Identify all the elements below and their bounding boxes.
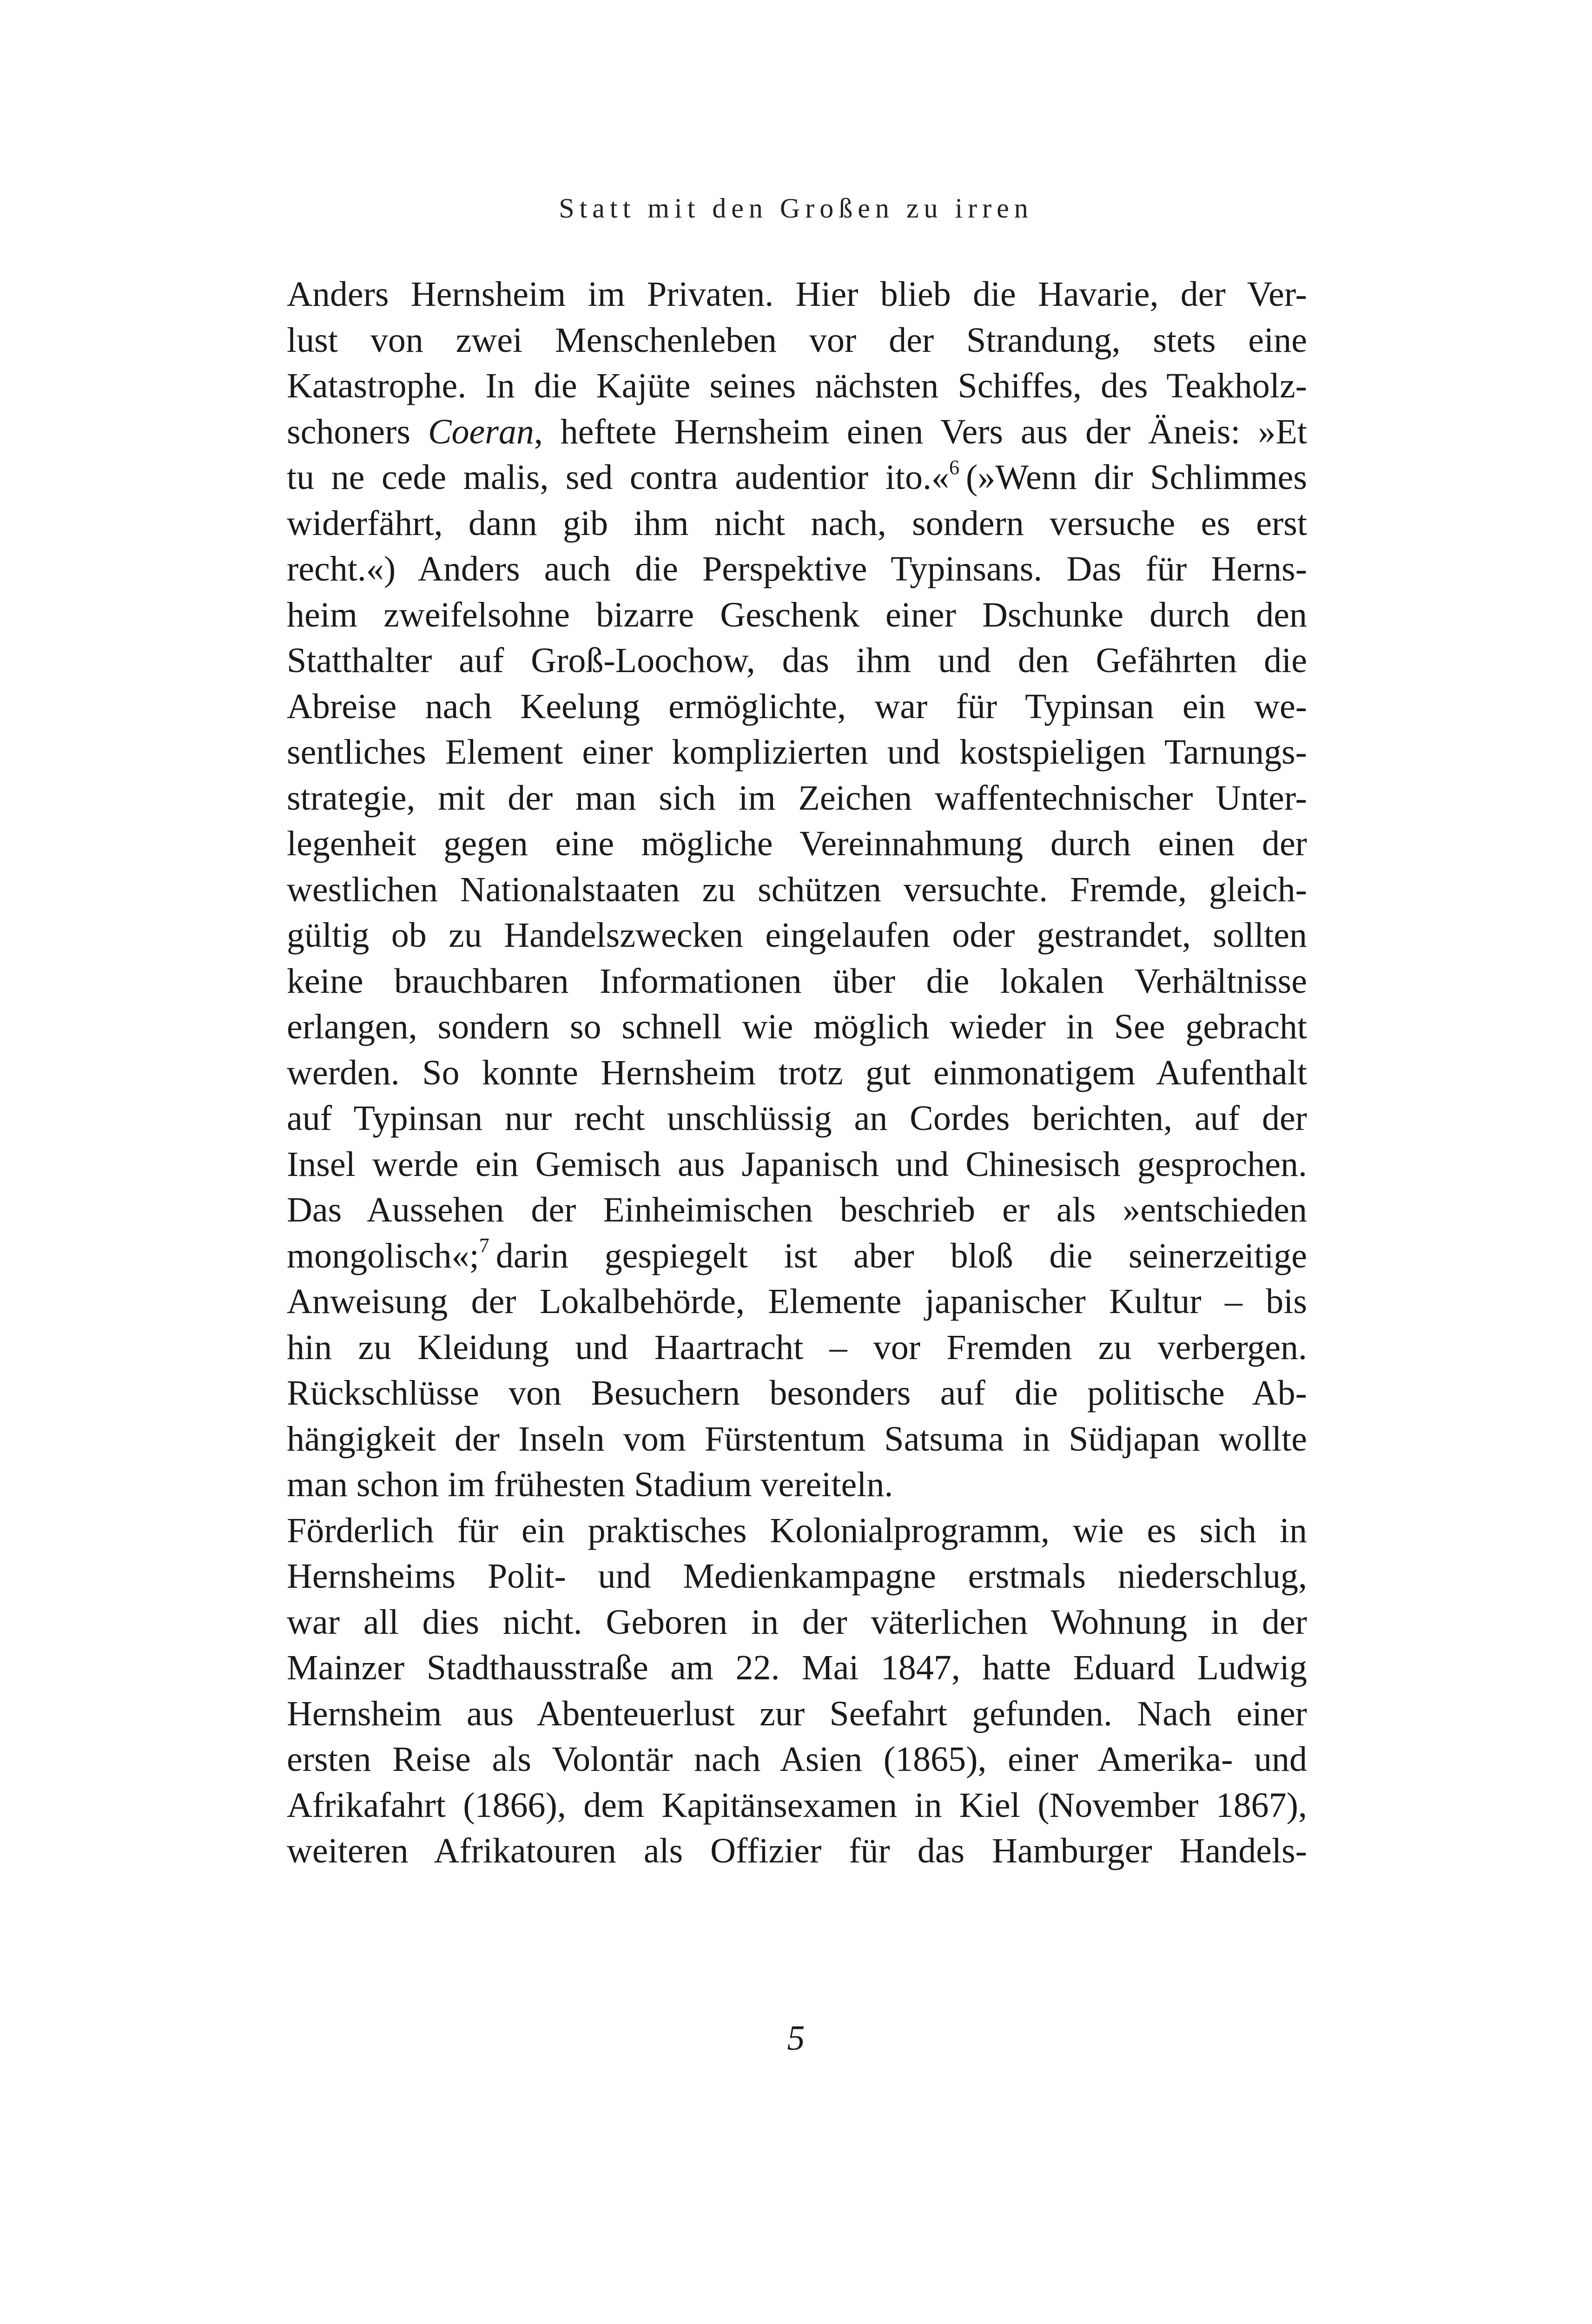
text-line: war all dies nicht. Geboren in der väterlichen Wohnung in der <box>287 1602 1307 1642</box>
text-line: widerfährt, dann gib ihm nicht nach, sondern versuche es erst <box>287 503 1307 543</box>
text-line: Insel werde ein Gemisch aus Japanisch und Chinesisch gesprochen. <box>287 1144 1307 1184</box>
text-line: Förderlich für ein praktisches Kolonialprogramm, wie es sich in <box>287 1511 1307 1550</box>
text-line: keine brauchbaren Informationen über die lokalen Verhältnisse <box>287 961 1307 1001</box>
text-line: Hernsheim aus Abenteuerlust zur Seefahrt gefunden. Nach einer <box>287 1694 1307 1733</box>
running-head: Statt mit den Großen zu irren <box>559 193 1033 224</box>
text-line: Hernsheims Polit- und Medienkampagne erstmals niederschlug, <box>287 1557 1307 1596</box>
text-line: hängigkeit der Inseln vom Fürstentum Satsuma in Südjapan wollte <box>287 1419 1307 1459</box>
text-line: ersten Reise als Volontär nach Asien (1865), einer Amerika- und <box>287 1740 1307 1779</box>
text-line: hin zu Kleidung und Haartracht – vor Fremden zu verbergen. <box>287 1327 1307 1367</box>
text-line: Abreise nach Keelung ermöglichte, war für Typinsan ein we- <box>287 687 1307 726</box>
footnote-marker: 7 <box>479 1234 489 1257</box>
text-run: (»Wenn dir Schlimmes <box>966 458 1307 497</box>
text-line: Das Aussehen der Einheimischen beschrieb er als »entschieden <box>287 1190 1307 1229</box>
text-run: mongolisch«; <box>287 1236 479 1275</box>
body-text <box>287 271 1307 1874</box>
text-line: gültig ob zu Handelszwecken eingelaufen oder gestrandet, sollten <box>287 916 1307 955</box>
text-line: sentliches Element einer komplizierten und kostspieligen Tarnungs- <box>287 733 1307 772</box>
text-line: recht.«) Anders auch die Perspektive Typinsans. Das für Herns- <box>287 549 1307 588</box>
italic-title: Coeran <box>428 412 534 451</box>
text-line: Afrikafahrt (1866), dem Kapitänsexamen in Kiel (November 1867), <box>287 1785 1307 1825</box>
text-line: man schon im frühesten Stadium vereiteln. <box>287 1465 893 1504</box>
text-line <box>287 409 1307 455</box>
text-line: Statthalter auf Groß-Loochow, das ihm und den Gefährten die <box>287 641 1307 680</box>
text-line: lust von zwei Menschenleben vor der Strandung, stets eine <box>287 320 1307 360</box>
text-line: erlangen, sondern so schnell wie möglich wieder in See gebracht <box>287 1007 1307 1046</box>
text-line: heim zweifelsohne bizarre Geschenk einer Dschunke durch den <box>287 595 1307 634</box>
text-line: weiteren Afrikatouren als Offizier für das Hamburger Handels- <box>287 1831 1307 1870</box>
text-line: westlichen Nationalstaaten zu schützen versuchte. Fremde, gleich- <box>287 870 1307 909</box>
text-line: Mainzer Stadthausstraße am 22. Mai 1847, hatte Eduard Ludwig <box>287 1648 1307 1687</box>
footnote-marker: 6 <box>949 456 959 479</box>
text-line: strategie, mit der man sich im Zeichen waffentechnischer Unter- <box>287 778 1307 818</box>
text-line <box>287 455 1307 501</box>
text-line: Rückschlüsse von Besuchern besonders auf die politische Ab- <box>287 1373 1307 1413</box>
text-line <box>287 1233 1307 1279</box>
text-run: darin gespiegelt ist aber bloß die seinerzeitige <box>495 1236 1307 1275</box>
text-run: , heftete Hernsheim einen Vers aus der Äneis: »Et <box>534 412 1307 451</box>
page-number: 5 <box>787 2019 805 2058</box>
text-line: Katastrophe. In die Kajüte seines nächsten Schiffes, des Teakholz- <box>287 366 1307 405</box>
text-run: tu ne cede malis, sed contra audentior ito.« <box>287 458 949 497</box>
text-line: Anweisung der Lokalbehörde, Elemente japanischer Kultur – bis <box>287 1282 1307 1321</box>
text-line: werden. So konnte Hernsheim trotz gut einmonatigem Aufenthalt <box>287 1053 1307 1092</box>
text-run: schoners <box>287 412 428 451</box>
text-line: Anders Hernsheim im Privaten. Hier blieb die Havarie, der Ver- <box>287 275 1307 314</box>
text-line: auf Typinsan nur recht unschlüssig an Cordes berichten, auf der <box>287 1099 1307 1138</box>
text-line: legenheit gegen eine mögliche Vereinnahmung durch einen der <box>287 824 1307 863</box>
